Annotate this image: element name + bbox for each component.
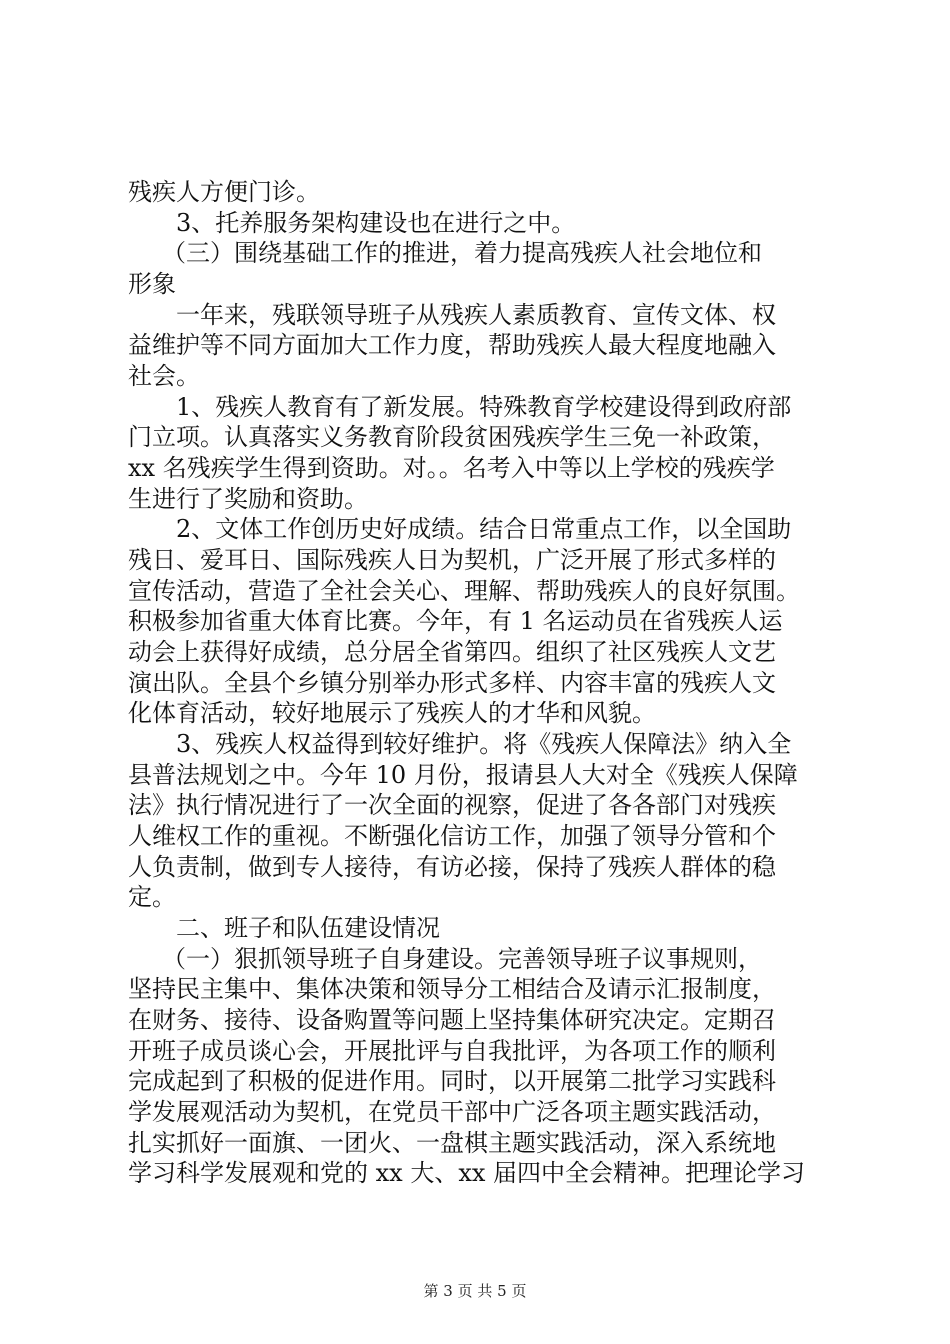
section-heading: 二、班子和队伍建设情况: [176, 914, 440, 942]
text-line: 演出队。全县个乡镇分别举办形式多样、内容丰富的残疾人文: [128, 669, 776, 697]
text-line: （三）围绕基础工作的推进，着力提高残疾人社会地位和: [162, 239, 762, 267]
text-line: 坚持民主集中、集体决策和领导分工相结合及请示汇报制度，: [128, 975, 776, 1003]
text-line: 残日、爱耳日、国际残疾人日为契机，广泛开展了形式多样的: [128, 546, 776, 574]
text-line: 1、残疾人教育有了新发展。特殊教育学校建设得到政府部: [176, 393, 792, 421]
text-line: 2、文体工作创历史好成绩。结合日常重点工作，以全国助: [176, 515, 792, 543]
text-line: 定。: [128, 883, 176, 911]
text-line: 宣传活动，营造了全社会关心、理解、帮助残疾人的良好氛围。: [128, 577, 800, 605]
text-line: 残疾人方便门诊。: [128, 178, 320, 206]
text-line: 人负责制，做到专人接待，有访必接，保持了残疾人群体的稳: [128, 853, 776, 881]
text-line: 在财务、接待、设备购置等问题上坚持集体研究决定。定期召: [128, 1006, 776, 1034]
text-line: 益维护等不同方面加大工作力度，帮助残疾人最大程度地融入: [128, 331, 776, 359]
text-line: 法》执行情况进行了一次全面的视察，促进了各各部门对残疾: [128, 791, 776, 819]
text-line: 开班子成员谈心会，开展批评与自我批评，为各项工作的顺利: [128, 1037, 776, 1065]
text-line: 一年来，残联领导班子从残疾人素质教育、宣传文体、权: [176, 301, 776, 329]
text-line: （一）狠抓领导班子自身建设。完善领导班子议事规则，: [162, 945, 762, 973]
text-line: 3、托养服务架构建设也在进行之中。: [176, 209, 576, 237]
text-line: 生进行了奖励和资助。: [128, 485, 368, 513]
text-line: 人维权工作的重视。不断强化信访工作，加强了领导分管和个: [128, 822, 776, 850]
text-line: 学习科学发展观和党的 xx 大、xx 届四中全会精神。把理论学习: [128, 1159, 806, 1187]
text-line: 形象: [128, 270, 176, 298]
text-line: 动会上获得好成绩，总分居全省第四。组织了社区残疾人文艺: [128, 638, 776, 666]
text-line: 学发展观活动为契机，在党员干部中广泛各项主题实践活动，: [128, 1098, 776, 1126]
text-line: 县普法规划之中。今年 10 月份，报请县人大对全《残疾人保障: [128, 761, 798, 789]
text-line: 3、残疾人权益得到较好维护。将《残疾人保障法》纳入全: [176, 730, 792, 758]
text-line: 化体育活动，较好地展示了残疾人的才华和风貌。: [128, 699, 656, 727]
text-line: 积极参加省重大体育比赛。今年，有 1 名运动员在省残疾人运: [128, 607, 783, 635]
text-line: 社会。: [128, 362, 200, 390]
text-line: 门立项。认真落实义务教育阶段贫困残疾学生三免一补政策，: [128, 423, 776, 451]
page-footer: 第 3 页 共 5 页: [423, 1282, 527, 1300]
text-line: xx 名残疾学生得到资助。对。。名考入中等以上学校的残疾学: [128, 454, 775, 482]
text-line: 扎实抓好一面旗、一团火、一盘棋主题实践活动，深入系统地: [128, 1129, 776, 1157]
text-line: 完成起到了积极的促进作用。同时，以开展第二批学习实践科: [128, 1067, 776, 1095]
